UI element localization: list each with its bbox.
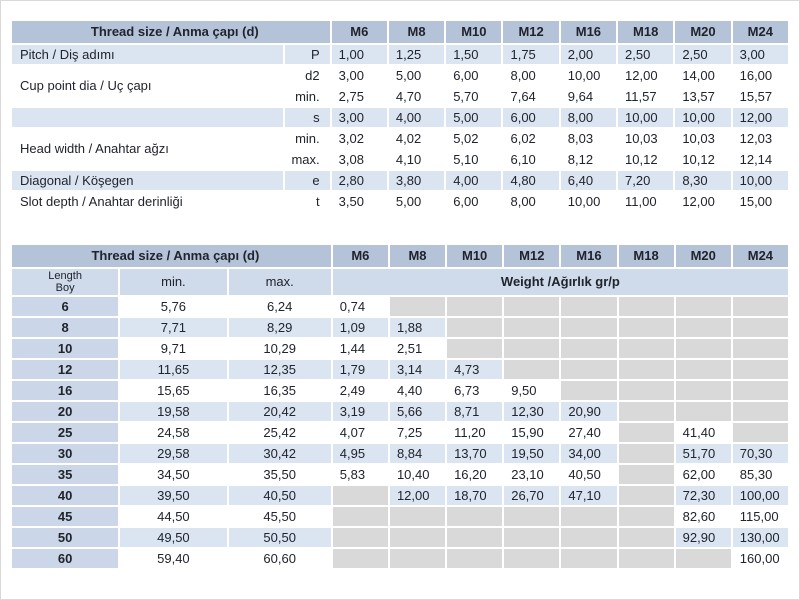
- row-group-label: Cup point dia / Uç çapı: [12, 66, 283, 106]
- empty-cell: [619, 528, 674, 547]
- row-group-label: Head width / Anahtar ağzı: [12, 129, 283, 169]
- empty-cell: [390, 549, 445, 568]
- value-cell: 5,70: [446, 87, 501, 106]
- empty-cell: [504, 549, 559, 568]
- row-group-label: Pitch / Diş adımı: [12, 45, 283, 64]
- thread-size-header: Thread size / Anma çapı (d): [12, 245, 331, 267]
- weight-cell: 1,79: [333, 360, 388, 379]
- length-cell: 40: [12, 486, 118, 505]
- length-cell: 8: [12, 318, 118, 337]
- weight-cell: 47,10: [561, 486, 616, 505]
- weight-row: [12, 549, 788, 568]
- value-cell: 10,03: [675, 129, 730, 148]
- spec-row: [12, 66, 788, 85]
- length-label-en: Length: [48, 270, 82, 282]
- empty-cell: [619, 297, 674, 316]
- row-sub-label: min.: [285, 129, 329, 148]
- weight-cell: 0,74: [333, 297, 388, 316]
- weight-row: [12, 318, 788, 337]
- weight-cell: 40,50: [561, 465, 616, 484]
- weight-cell: 5,66: [390, 402, 445, 421]
- weight-cell: 4,40: [390, 381, 445, 400]
- value-cell: 11,57: [618, 87, 673, 106]
- weight-cell: 1,09: [333, 318, 388, 337]
- value-cell: 2,50: [675, 45, 730, 64]
- value-cell: 8,00: [503, 66, 558, 85]
- size-header: M12: [504, 245, 559, 267]
- min-cell: 7,71: [120, 318, 226, 337]
- weight-cell: 18,70: [447, 486, 502, 505]
- value-cell: 5,00: [389, 192, 444, 211]
- weight-cell: 13,70: [447, 444, 502, 463]
- min-cell: 5,76: [120, 297, 226, 316]
- value-cell: 7,64: [503, 87, 558, 106]
- value-cell: 9,64: [561, 87, 616, 106]
- empty-cell: [561, 318, 616, 337]
- value-cell: 8,03: [561, 129, 616, 148]
- value-cell: 3,00: [332, 108, 387, 127]
- value-cell: 6,00: [503, 108, 558, 127]
- length-cell: 12: [12, 360, 118, 379]
- value-cell: 3,00: [332, 66, 387, 85]
- max-cell: 16,35: [229, 381, 331, 400]
- spec-table-body: [12, 45, 788, 211]
- max-column-header: max.: [229, 269, 331, 295]
- min-cell: 39,50: [120, 486, 226, 505]
- max-cell: 35,50: [229, 465, 331, 484]
- empty-cell: [561, 549, 616, 568]
- value-cell: 5,02: [446, 129, 501, 148]
- size-header: M20: [675, 21, 730, 43]
- weight-cell: 3,14: [390, 360, 445, 379]
- weight-subheader-row: [12, 269, 788, 295]
- weight-row: [12, 339, 788, 358]
- min-cell: 44,50: [120, 507, 226, 526]
- weight-cell: 8,71: [447, 402, 502, 421]
- weight-row: [12, 423, 788, 442]
- empty-cell: [504, 297, 559, 316]
- value-cell: 12,00: [733, 108, 788, 127]
- value-cell: 11,00: [618, 192, 673, 211]
- weight-cell: 12,00: [390, 486, 445, 505]
- empty-cell: [676, 549, 731, 568]
- weight-cell: 5,83: [333, 465, 388, 484]
- empty-cell: [619, 318, 674, 337]
- row-sub-label: s: [285, 108, 329, 127]
- max-cell: 30,42: [229, 444, 331, 463]
- empty-cell: [619, 507, 674, 526]
- weight-row: [12, 381, 788, 400]
- empty-cell: [447, 507, 502, 526]
- empty-cell: [504, 528, 559, 547]
- row-group-label: Slot depth / Anahtar derinliği: [12, 192, 283, 211]
- value-cell: 8,12: [561, 150, 616, 169]
- spec-row: [12, 129, 788, 148]
- value-cell: 2,50: [618, 45, 673, 64]
- weight-cell: 62,00: [676, 465, 731, 484]
- value-cell: 8,00: [503, 192, 558, 211]
- weight-row: [12, 297, 788, 316]
- value-cell: 1,00: [332, 45, 387, 64]
- empty-cell: [619, 444, 674, 463]
- weight-cell: 130,00: [733, 528, 788, 547]
- row-sub-label: d2: [285, 66, 329, 85]
- empty-cell: [561, 360, 616, 379]
- weight-cell: 3,19: [333, 402, 388, 421]
- max-cell: 40,50: [229, 486, 331, 505]
- min-cell: 19,58: [120, 402, 226, 421]
- weight-cell: 72,30: [676, 486, 731, 505]
- size-header: M16: [561, 21, 616, 43]
- empty-cell: [561, 381, 616, 400]
- value-cell: 1,50: [446, 45, 501, 64]
- empty-cell: [447, 297, 502, 316]
- value-cell: 3,80: [389, 171, 444, 190]
- weight-cell: 41,40: [676, 423, 731, 442]
- size-header: M20: [676, 245, 731, 267]
- value-cell: 5,00: [389, 66, 444, 85]
- empty-cell: [561, 507, 616, 526]
- empty-cell: [733, 423, 788, 442]
- empty-cell: [561, 339, 616, 358]
- value-cell: 6,40: [561, 171, 616, 190]
- empty-cell: [504, 360, 559, 379]
- value-cell: 3,00: [733, 45, 788, 64]
- length-cell: 10: [12, 339, 118, 358]
- weight-row: [12, 465, 788, 484]
- weight-row: [12, 402, 788, 421]
- row-sub-label: t: [285, 192, 329, 211]
- value-cell: 6,02: [503, 129, 558, 148]
- size-header: M6: [332, 21, 387, 43]
- weight-cell: 6,73: [447, 381, 502, 400]
- empty-cell: [561, 297, 616, 316]
- weight-cell: 16,20: [447, 465, 502, 484]
- weight-cell: 26,70: [504, 486, 559, 505]
- empty-cell: [676, 402, 731, 421]
- empty-cell: [447, 318, 502, 337]
- empty-cell: [733, 339, 788, 358]
- value-cell: 2,75: [332, 87, 387, 106]
- spec-table: [10, 19, 790, 213]
- length-cell: 35: [12, 465, 118, 484]
- weight-cell: 51,70: [676, 444, 731, 463]
- value-cell: 10,12: [618, 150, 673, 169]
- weight-cell: 85,30: [733, 465, 788, 484]
- weight-cell: 11,20: [447, 423, 502, 442]
- row-group-label: [12, 108, 283, 127]
- value-cell: 10,00: [618, 108, 673, 127]
- value-cell: 10,00: [733, 171, 788, 190]
- weight-cell: 20,90: [561, 402, 616, 421]
- value-cell: 7,20: [618, 171, 673, 190]
- empty-cell: [619, 339, 674, 358]
- value-cell: 1,25: [389, 45, 444, 64]
- min-cell: 49,50: [120, 528, 226, 547]
- empty-cell: [733, 381, 788, 400]
- weight-cell: 115,00: [733, 507, 788, 526]
- empty-cell: [447, 339, 502, 358]
- weight-row: [12, 528, 788, 547]
- value-cell: 15,57: [733, 87, 788, 106]
- empty-cell: [504, 318, 559, 337]
- weight-cell: 92,90: [676, 528, 731, 547]
- value-cell: 4,80: [503, 171, 558, 190]
- min-cell: 9,71: [120, 339, 226, 358]
- row-group-label: Diagonal / Köşegen: [12, 171, 283, 190]
- value-cell: 12,03: [733, 129, 788, 148]
- weight-cell: 70,30: [733, 444, 788, 463]
- size-header: M8: [390, 245, 445, 267]
- weight-table-body: [12, 297, 788, 568]
- empty-cell: [676, 360, 731, 379]
- length-cell: 30: [12, 444, 118, 463]
- empty-cell: [733, 297, 788, 316]
- empty-cell: [619, 402, 674, 421]
- min-column-header: min.: [120, 269, 226, 295]
- empty-cell: [733, 402, 788, 421]
- weight-row: [12, 507, 788, 526]
- value-cell: 12,14: [733, 150, 788, 169]
- weight-cell: 2,49: [333, 381, 388, 400]
- value-cell: 10,00: [561, 66, 616, 85]
- value-cell: 6,00: [446, 66, 501, 85]
- size-header: M16: [561, 245, 616, 267]
- empty-cell: [333, 507, 388, 526]
- value-cell: 4,00: [389, 108, 444, 127]
- size-header: M18: [618, 21, 673, 43]
- weight-cell: 2,51: [390, 339, 445, 358]
- length-label-tr: Boy: [55, 282, 75, 294]
- value-cell: 5,00: [446, 108, 501, 127]
- value-cell: 12,00: [618, 66, 673, 85]
- empty-cell: [619, 381, 674, 400]
- empty-cell: [619, 360, 674, 379]
- empty-cell: [561, 528, 616, 547]
- length-cell: 60: [12, 549, 118, 568]
- empty-cell: [619, 465, 674, 484]
- row-sub-label: e: [285, 171, 329, 190]
- length-cell: 16: [12, 381, 118, 400]
- value-cell: 10,00: [561, 192, 616, 211]
- weight-cell: 1,44: [333, 339, 388, 358]
- value-cell: 5,10: [446, 150, 501, 169]
- value-cell: 6,00: [446, 192, 501, 211]
- size-header: M24: [733, 21, 788, 43]
- max-cell: 25,42: [229, 423, 331, 442]
- weight-cell: 100,00: [733, 486, 788, 505]
- min-cell: 29,58: [120, 444, 226, 463]
- spec-row: [12, 192, 788, 211]
- empty-cell: [619, 549, 674, 568]
- value-cell: 2,80: [332, 171, 387, 190]
- length-cell: 50: [12, 528, 118, 547]
- empty-cell: [333, 549, 388, 568]
- empty-cell: [447, 528, 502, 547]
- value-cell: 14,00: [675, 66, 730, 85]
- empty-cell: [733, 318, 788, 337]
- max-cell: 8,29: [229, 318, 331, 337]
- value-cell: 10,03: [618, 129, 673, 148]
- value-cell: 8,30: [675, 171, 730, 190]
- spec-row: [12, 171, 788, 190]
- weight-cell: 19,50: [504, 444, 559, 463]
- value-cell: 4,70: [389, 87, 444, 106]
- weight-cell: 4,07: [333, 423, 388, 442]
- empty-cell: [333, 528, 388, 547]
- value-cell: 10,00: [675, 108, 730, 127]
- weight-cell: 10,40: [390, 465, 445, 484]
- value-cell: 3,50: [332, 192, 387, 211]
- size-header: M8: [389, 21, 444, 43]
- value-cell: 1,75: [503, 45, 558, 64]
- max-cell: 6,24: [229, 297, 331, 316]
- min-cell: 15,65: [120, 381, 226, 400]
- size-header: M6: [333, 245, 388, 267]
- empty-cell: [447, 549, 502, 568]
- length-cell: 45: [12, 507, 118, 526]
- empty-cell: [676, 318, 731, 337]
- max-cell: 45,50: [229, 507, 331, 526]
- weight-table: [10, 243, 790, 570]
- value-cell: 16,00: [733, 66, 788, 85]
- value-cell: 2,00: [561, 45, 616, 64]
- empty-cell: [333, 486, 388, 505]
- spec-row: [12, 45, 788, 64]
- empty-cell: [390, 507, 445, 526]
- row-sub-label: max.: [285, 150, 329, 169]
- empty-cell: [676, 339, 731, 358]
- value-cell: 4,00: [446, 171, 501, 190]
- spec-row: [12, 108, 788, 127]
- thread-size-header: Thread size / Anma çapı (d): [12, 21, 330, 43]
- weight-row: [12, 444, 788, 463]
- size-header: M10: [446, 21, 501, 43]
- size-header: M10: [447, 245, 502, 267]
- max-cell: 10,29: [229, 339, 331, 358]
- empty-cell: [676, 381, 731, 400]
- value-cell: 8,00: [561, 108, 616, 127]
- weight-cell: 34,00: [561, 444, 616, 463]
- min-cell: 11,65: [120, 360, 226, 379]
- value-cell: 13,57: [675, 87, 730, 106]
- spec-header-row: [12, 21, 788, 43]
- weight-cell: 23,10: [504, 465, 559, 484]
- weight-cell: 7,25: [390, 423, 445, 442]
- max-cell: 12,35: [229, 360, 331, 379]
- weight-cell: 15,90: [504, 423, 559, 442]
- value-cell: 15,00: [733, 192, 788, 211]
- weight-cell: 160,00: [733, 549, 788, 568]
- weight-cell: 4,73: [447, 360, 502, 379]
- empty-cell: [733, 360, 788, 379]
- weight-row: [12, 486, 788, 505]
- max-cell: 50,50: [229, 528, 331, 547]
- value-cell: 6,10: [503, 150, 558, 169]
- min-cell: 59,40: [120, 549, 226, 568]
- empty-cell: [619, 486, 674, 505]
- value-cell: 3,02: [332, 129, 387, 148]
- empty-cell: [619, 423, 674, 442]
- max-cell: 60,60: [229, 549, 331, 568]
- weight-cell: 27,40: [561, 423, 616, 442]
- size-header: M24: [733, 245, 788, 267]
- value-cell: 4,10: [389, 150, 444, 169]
- empty-cell: [390, 297, 445, 316]
- value-cell: 10,12: [675, 150, 730, 169]
- size-header: M18: [619, 245, 674, 267]
- value-cell: 4,02: [389, 129, 444, 148]
- weight-cell: 8,84: [390, 444, 445, 463]
- row-sub-label: P: [285, 45, 329, 64]
- weight-cell: 82,60: [676, 507, 731, 526]
- weight-header-row: [12, 245, 788, 267]
- length-cell: 6: [12, 297, 118, 316]
- weight-row: [12, 360, 788, 379]
- value-cell: 12,00: [675, 192, 730, 211]
- max-cell: 20,42: [229, 402, 331, 421]
- length-cell: 25: [12, 423, 118, 442]
- empty-cell: [504, 339, 559, 358]
- weight-cell: 4,95: [333, 444, 388, 463]
- length-cell: 20: [12, 402, 118, 421]
- size-header: M12: [503, 21, 558, 43]
- empty-cell: [676, 297, 731, 316]
- row-sub-label: min.: [285, 87, 329, 106]
- length-column-header: [12, 269, 118, 295]
- min-cell: 24,58: [120, 423, 226, 442]
- value-cell: 3,08: [332, 150, 387, 169]
- weight-cell: 1,88: [390, 318, 445, 337]
- weight-cell: 12,30: [504, 402, 559, 421]
- min-cell: 34,50: [120, 465, 226, 484]
- empty-cell: [390, 528, 445, 547]
- empty-cell: [504, 507, 559, 526]
- weight-column-header: Weight /Ağırlık gr/p: [333, 269, 788, 295]
- weight-cell: 9,50: [504, 381, 559, 400]
